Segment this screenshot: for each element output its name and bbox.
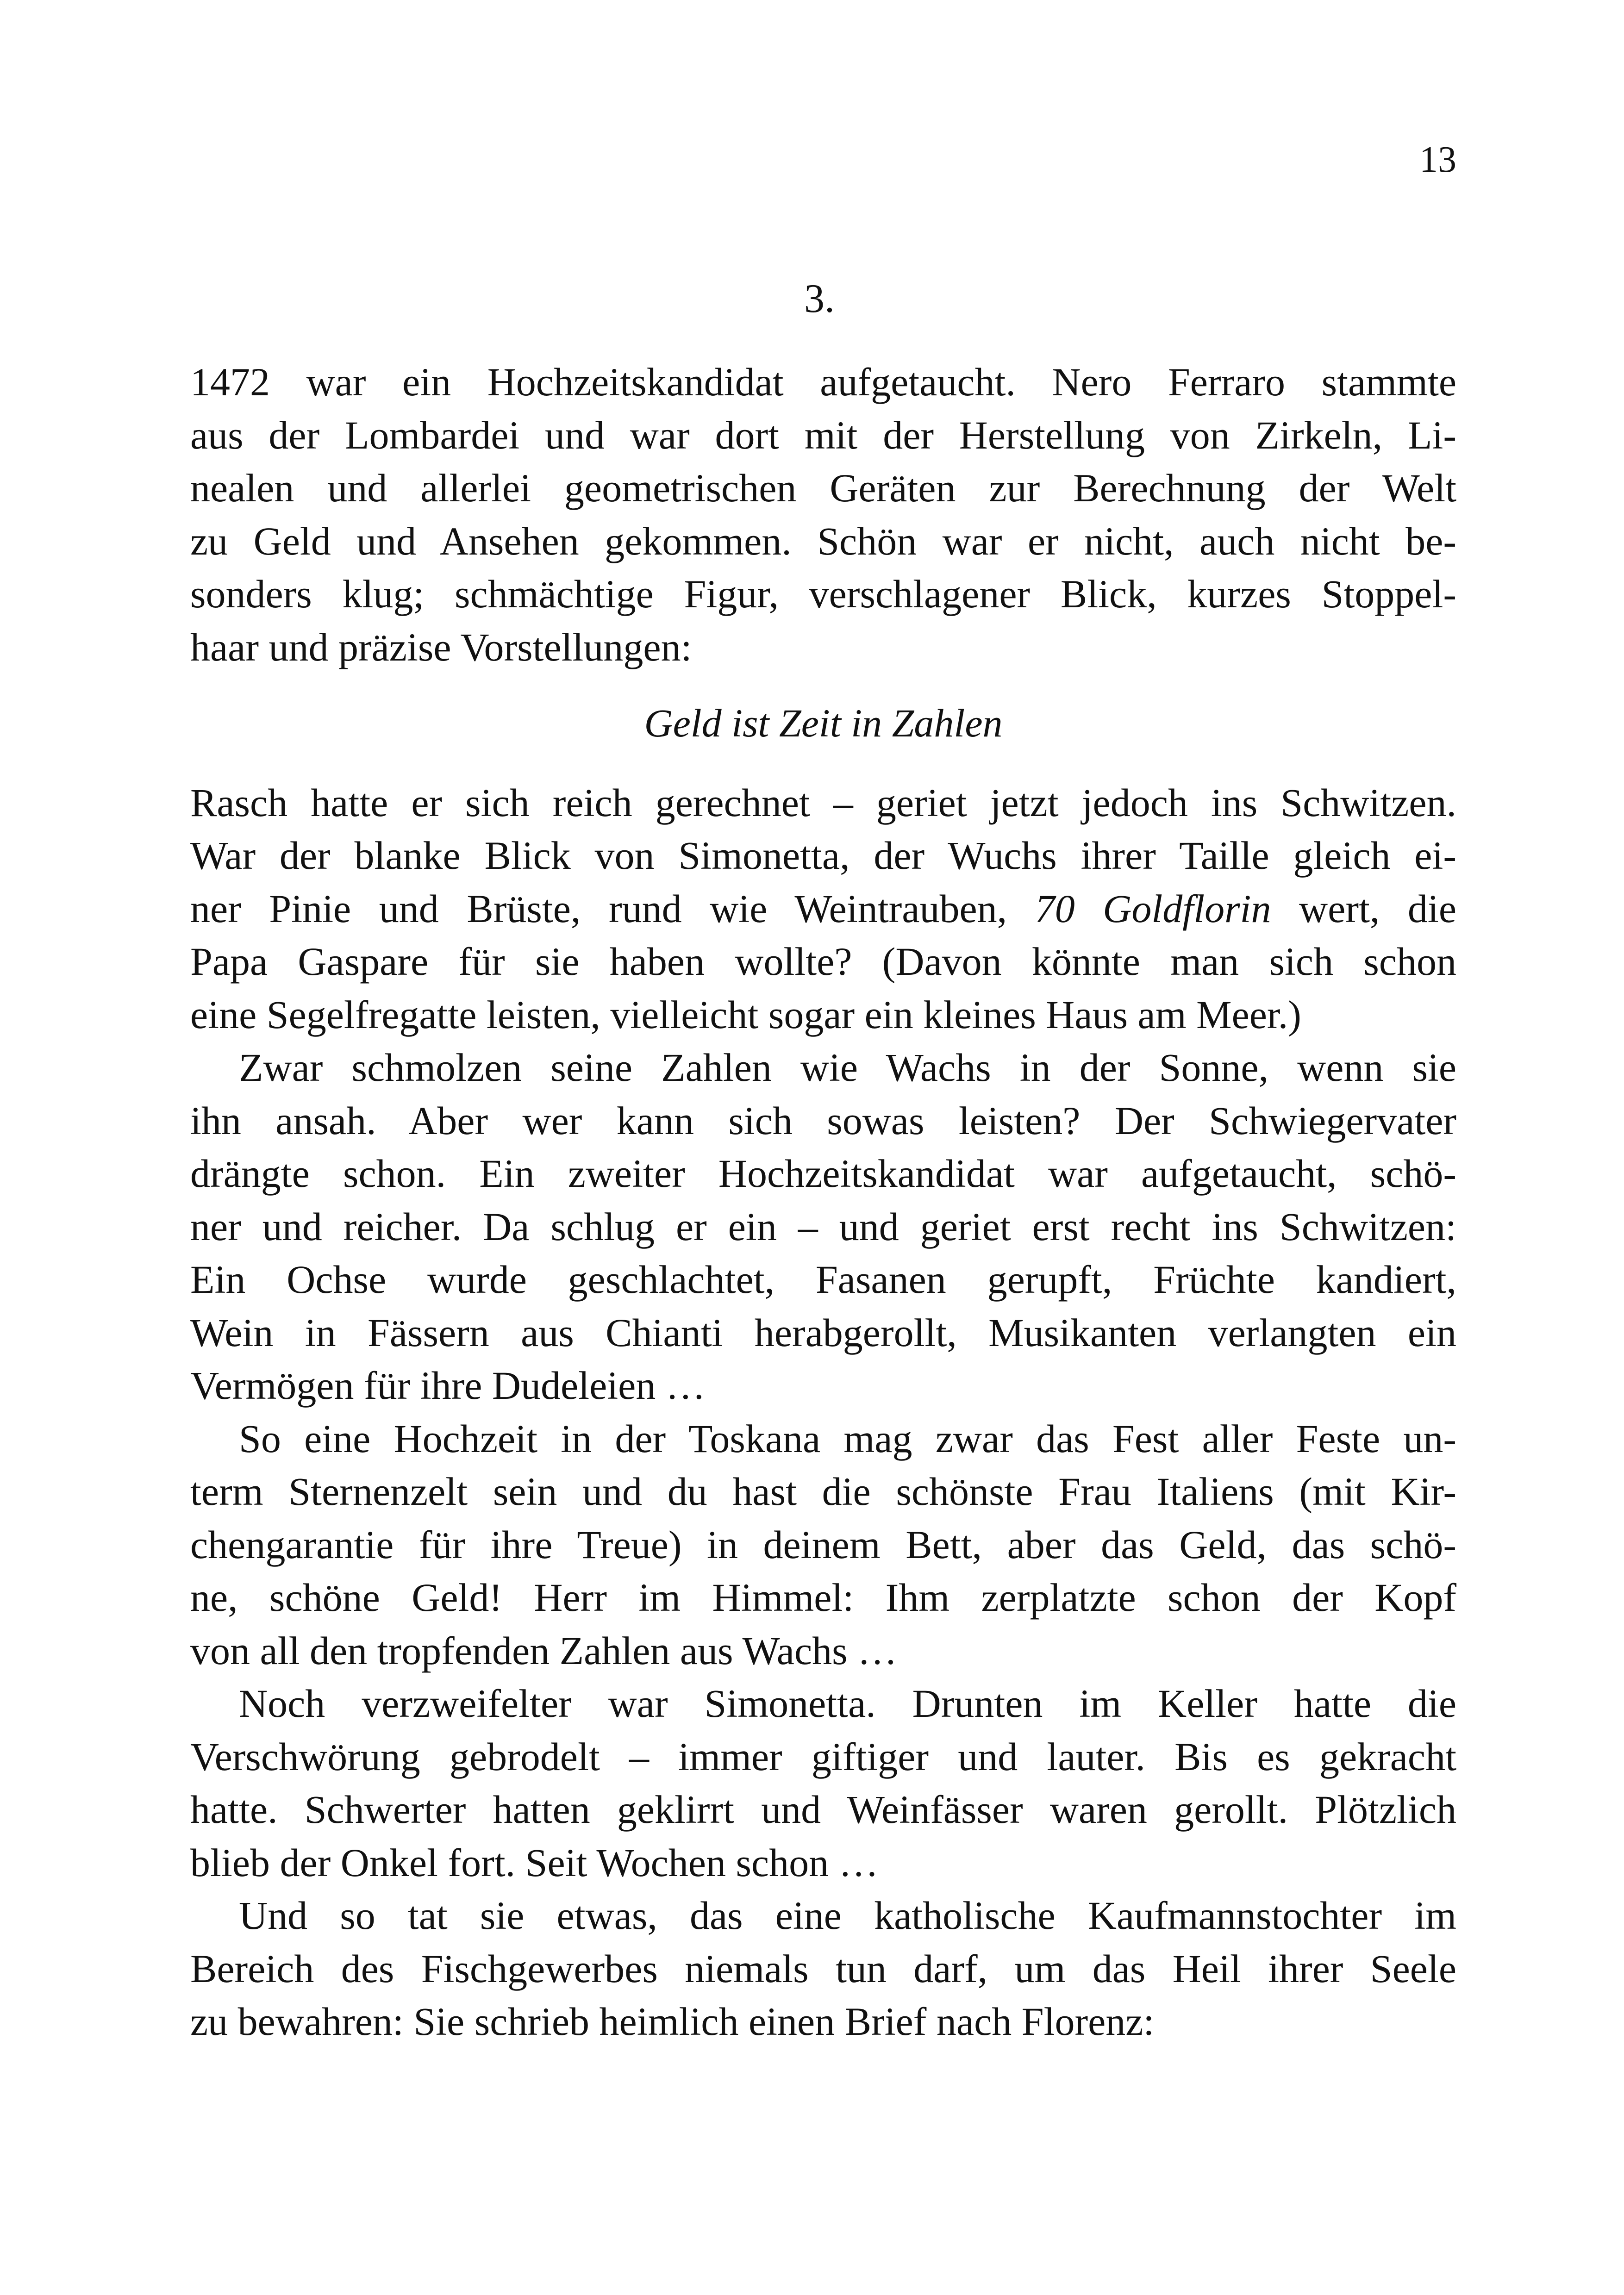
paragraph [190, 776, 1456, 1041]
text-line: eine Segelfregatte leisten, vielleicht sogar ein kleines Haus am Meer.) [190, 992, 1301, 1037]
text-line: Papa Gaspare für sie haben wollte? (Davon könnte man sich schon [190, 939, 1456, 984]
text-line: nealen und allerlei geometrischen Geräten zur Berechnung der Welt [190, 466, 1456, 510]
text-line: So eine Hochzeit in der Toskana mag zwar das Fest aller Feste un- [239, 1416, 1456, 1461]
text-line: Bereich des Fischgewerbes niemals tun darf, um das Heil ihrer Seele [190, 1946, 1456, 1991]
text-line: sonders klug; schmächtige Figur, verschlagener Blick, kurzes Stoppel- [190, 572, 1456, 616]
chapter-heading: 3. [804, 276, 835, 321]
text-line: War der blanke Blick von Simonetta, der Wuchs ihrer Taille gleich ei- [190, 833, 1456, 878]
text-line: Ein Ochse wurde geschlachtet, Fasanen gerupft, Früchte kandiert, [190, 1257, 1456, 1302]
text-line: von all den tropfenden Zahlen aus Wachs … [190, 1628, 898, 1673]
text-line: haar und präzise Vorstellungen: [190, 624, 692, 669]
text-line: hatte. Schwerter hatten geklirrt und Weinfässer waren gerollt. Plötzlich [190, 1787, 1456, 1832]
paragraph [190, 1677, 1456, 1889]
page-number: 13 [1419, 139, 1456, 180]
paragraph [190, 1889, 1456, 2048]
text-line: 1472 war ein Hochzeitskandidat aufgetaucht. Nero Ferraro stammte [190, 360, 1456, 404]
text-line [190, 882, 1456, 935]
text-line: Und so tat sie etwas, das eine katholische Kaufmannstochter im [239, 1893, 1456, 1938]
text-line: Zwar schmolzen seine Zahlen wie Wachs in der Sonne, wenn sie [239, 1045, 1456, 1090]
text-line: ihn ansah. Aber wer kann sich sowas leisten? Der Schwiegervater [190, 1098, 1456, 1143]
paragraph [190, 1412, 1456, 1678]
text-line: zu Geld und Ansehen gekommen. Schön war er nicht, auch nicht be- [190, 518, 1456, 563]
text-line: ne, schöne Geld! Herr im Himmel: Ihm zerplatzte schon der Kopf [190, 1575, 1456, 1620]
text-line: Vermögen für ihre Dudeleien … [190, 1363, 706, 1408]
body-text [190, 355, 1456, 2048]
text-line: drängte schon. Ein zweiter Hochzeitskandidat war aufgetaucht, schö- [190, 1151, 1456, 1196]
text-line: blieb der Onkel fort. Seit Wochen schon … [190, 1840, 879, 1885]
text-line: Verschwörung gebrodelt – immer giftiger und lauter. Bis es gekracht [190, 1734, 1456, 1779]
paragraph [190, 355, 1456, 674]
text-line: Rasch hatte er sich reich gerechnet – geriet jetzt jedoch ins Schwitzen. [190, 780, 1456, 825]
italic-phrase: 70 Goldflorin [1035, 886, 1271, 931]
text-line: Wein in Fässern aus Chianti herabgerollt, Musikanten verlangten ein [190, 1310, 1456, 1355]
text-line: zu bewahren: Sie schrieb heimlich einen Brief nach Florenz: [190, 1999, 1155, 2044]
text-line: term Sternenzelt sein und du hast die schönste Frau Italiens (mit Kir- [190, 1469, 1456, 1514]
text-segment: ner Pinie und Brüste, rund wie Weintrauben, [190, 886, 1035, 931]
text-line: ner und reicher. Da schlug er ein – und geriet erst recht ins Schwitzen: [190, 1204, 1456, 1249]
motto: Geld ist Zeit in Zahlen [644, 701, 1003, 745]
text-line: Noch verzweifelter war Simonetta. Drunten im Keller hatte die [239, 1681, 1456, 1726]
text-line: chengarantie für ihre Treue) in deinem Bett, aber das Geld, das schö- [190, 1522, 1456, 1567]
paragraph [190, 1041, 1456, 1412]
text-line: aus der Lombardei und war dort mit der Herstellung von Zirkeln, Li- [190, 412, 1456, 457]
text-segment: wert, die [1271, 886, 1456, 931]
